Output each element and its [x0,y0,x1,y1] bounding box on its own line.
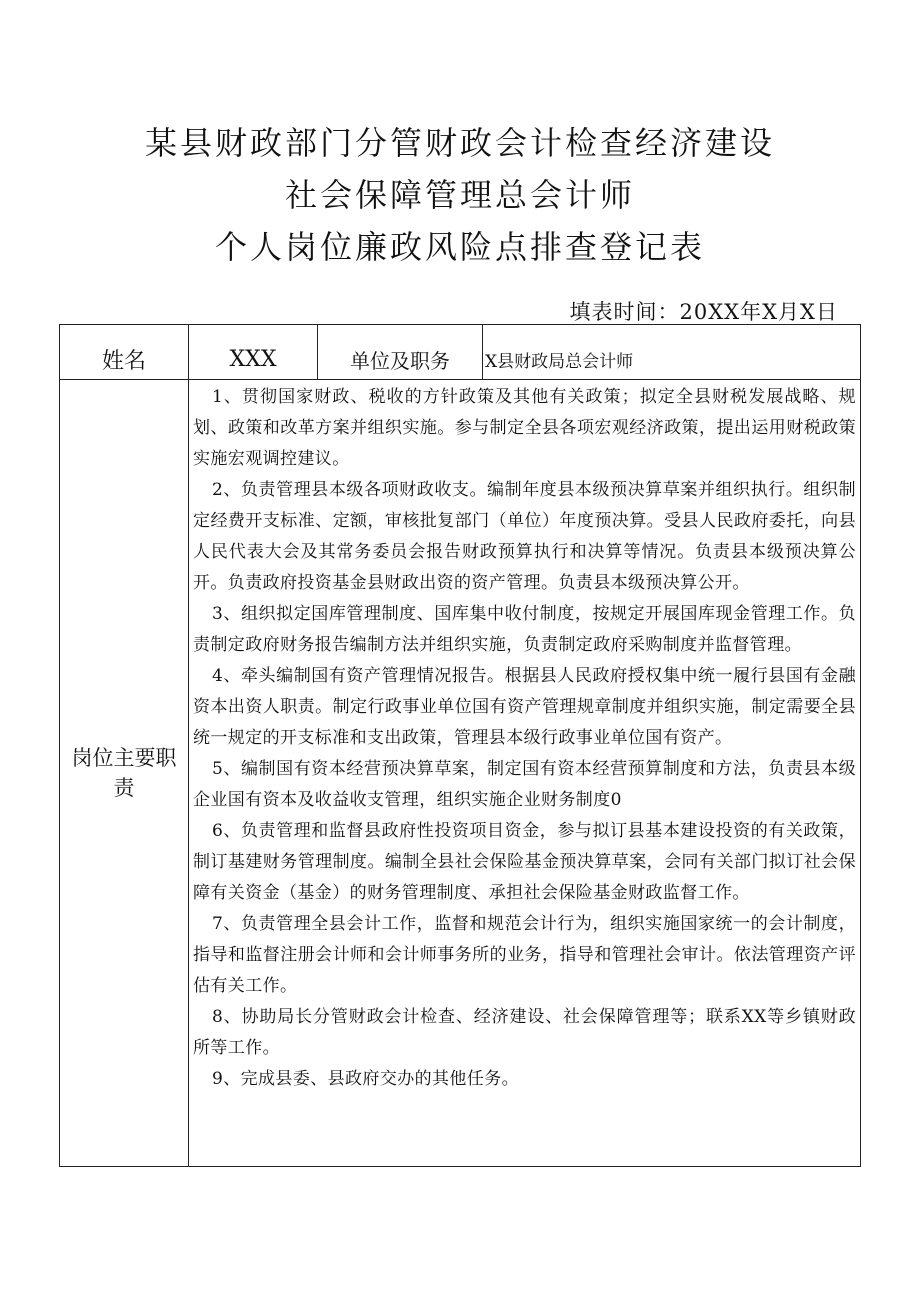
unit-value: X县财政局总会计师 [485,351,634,372]
document-title-line-2: 社会保障管理总会计师 [284,176,635,214]
duty-label: 岗位主要职责 [71,746,177,800]
duty-item: 1、贯彻国家财政、税收的方针政策及其他有关政策；拟定全县财税发展战略、规划、政策和改革方案并组织实施。参与制定全县各项宏观经济政策，提出运用财税政策实施宏观调控建议。 [193,387,856,469]
duty-item: 5、编制国有资本经营预决算草案，制定国有资本经营预算制度和方法，负责县本级企业国有资本及收益收支管理，组织实施企业财务制度0 [193,759,856,810]
document-title-line-1: 某县财政部门分管财政会计检查经济建设 [144,124,775,162]
duty-label-cell [60,380,189,1167]
document-title-line-3: 个人岗位廉政风险点排查登记表 [214,228,705,266]
duty-content-cell [189,380,861,1167]
name-value: XXX [229,346,277,372]
name-value-cell [189,325,318,380]
duty-item: 4、牵头编制国有资产管理情况报告。根据县人民政府授权集中统一履行县国有金融资本出资人职责。制定行政事业单位国有资产管理规章制度并组织实施，制定需要全县统一规定的开支标准和支出政策，管理县本级行政事业单位国有资产。 [193,666,856,748]
duty-item: 7、负责管理全县会计工作，监督和规范会计行为，组织实施国家统一的会计制度，指导和监督注册会计师和会计师事务所的业务，指导和管理社会审计。依法管理资产评估有关工作。 [193,914,856,996]
duty-item: 8、协助局长分管财政会计检查、经济建设、社会保障管理等；联系XX等乡镇财政所等工作。 [193,1007,856,1058]
name-label-cell [60,325,189,380]
basic-info-row [60,325,861,380]
duty-row [60,380,861,1167]
duty-item: 9、完成县委、县政府交办的其他任务。 [212,1069,520,1089]
duty-item: 3、组织拟定国库管理制度、国库集中收付制度，按规定开展国库现金管理工作。负责制定政府财务报告编制方法并组织实施，负责制定政府采购制度并监督管理。 [193,604,856,655]
duty-item: 6、负责管理和监督县政府性投资项目资金，参与拟订县基本建设投资的有关政策，制订基建财务管理制度。编制全县社会保险基金预决算草案，会同有关部门拟订社会保障有关资金（基金）的财务管理制度、承担社会保险基金财政监督工作。 [193,821,856,903]
unit-value-cell [483,325,861,380]
name-label: 姓名 [101,348,146,374]
unit-label: 单位及职务 [350,348,450,373]
registration-form-table [59,324,861,1167]
duty-item: 2、负责管理县本级各项财政收支。编制年度县本级预决算草案并组织执行。组织制定经费开支标准、定额，审核批复部门（单位）年度预决算。受县人民政府委托，向县人民代表大会及其常务委员会报告财政预算执行和决算等情况。负责县本级预决算公开。负责政府投资基金县财政出资的资产管理。负责县本级预决算公开。 [193,480,856,593]
fill-date: 填表时间：20XX年X月X日 [569,300,838,324]
unit-label-cell [318,325,483,380]
